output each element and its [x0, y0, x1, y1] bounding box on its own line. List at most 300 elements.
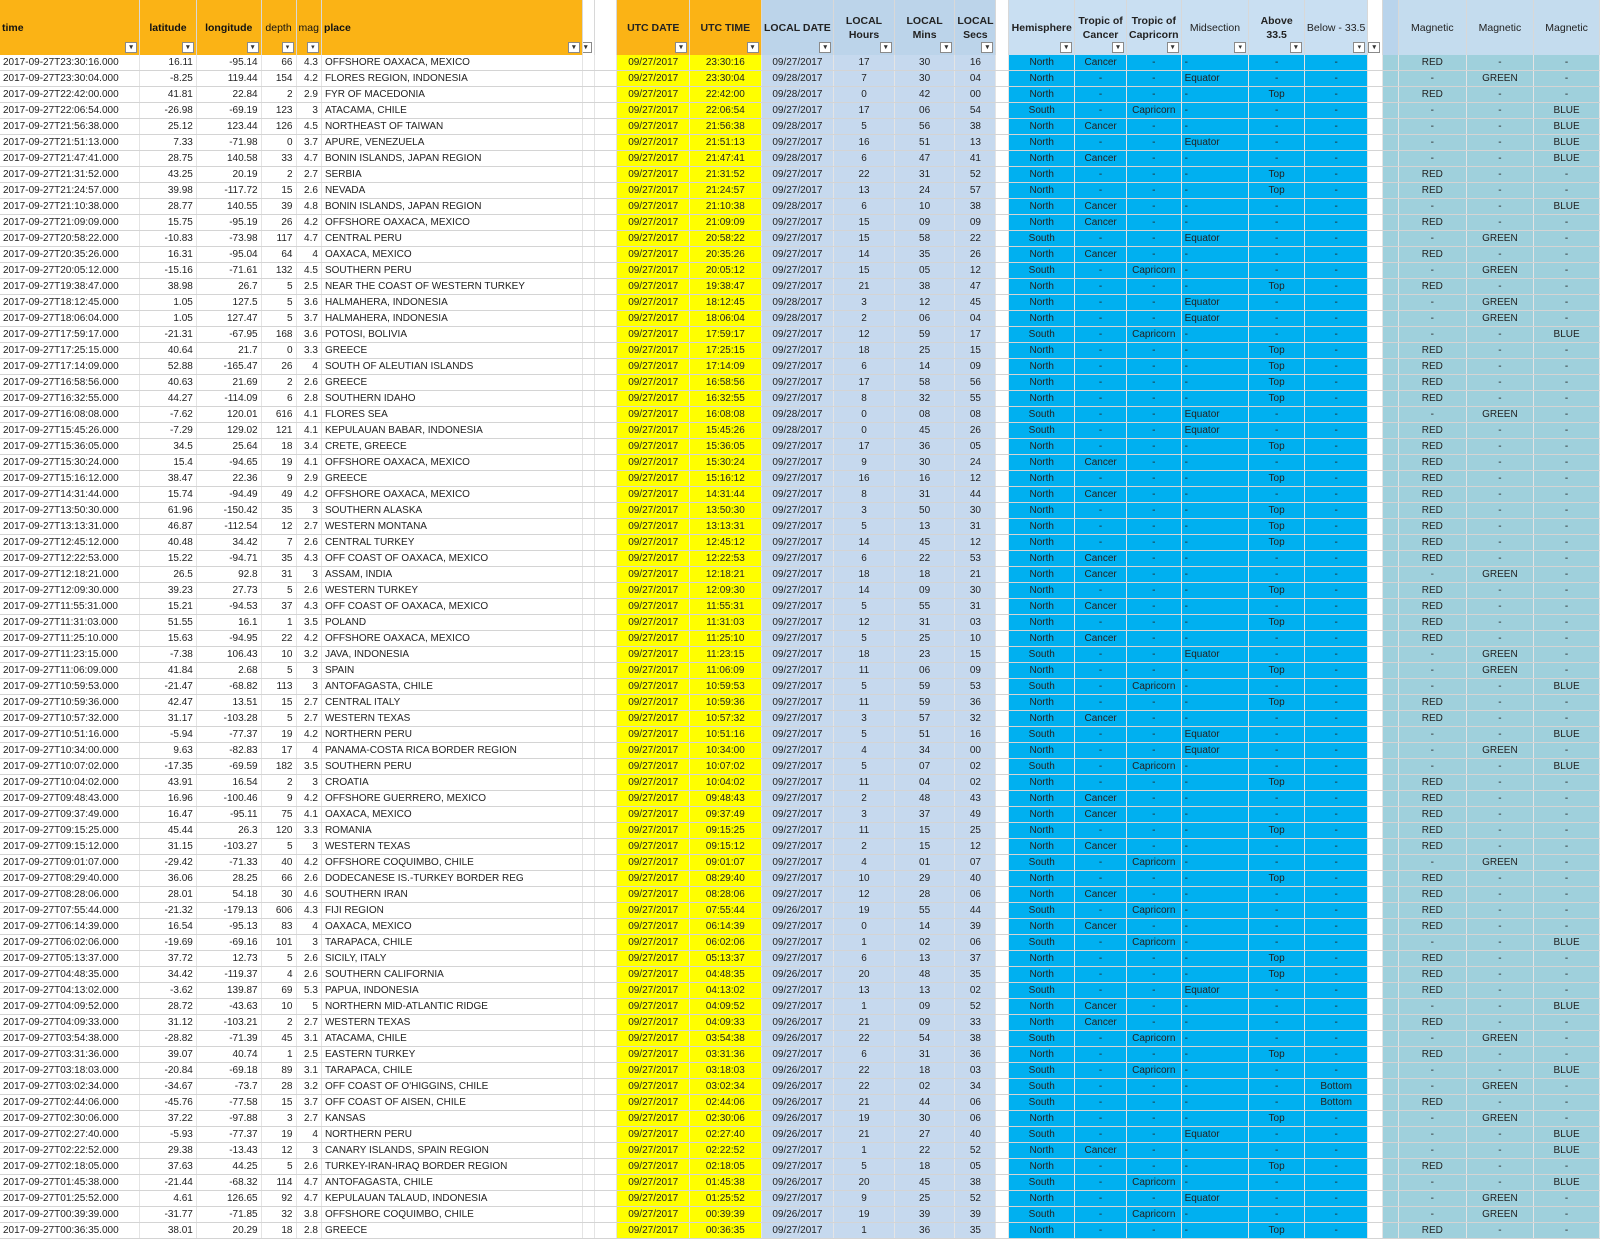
utc-time-cell[interactable]: 03:02:34: [690, 1079, 761, 1095]
magnetic-red-cell[interactable]: -: [1399, 103, 1467, 119]
gap-cell[interactable]: [594, 791, 617, 807]
hemisphere-cell[interactable]: South: [1009, 647, 1075, 663]
time-cell[interactable]: 2017-09-27T00:39:39.000: [0, 1207, 140, 1223]
hemisphere-cell[interactable]: North: [1009, 439, 1075, 455]
below-cell[interactable]: -: [1304, 439, 1367, 455]
gap-cell[interactable]: [1383, 167, 1399, 183]
place-cell[interactable]: OFFSHORE OAXACA, MEXICO: [321, 55, 582, 71]
local-secs-cell[interactable]: 12: [955, 839, 996, 855]
magnetic-blue-cell[interactable]: -: [1534, 183, 1600, 199]
longitude-cell[interactable]: -68.82: [196, 679, 261, 695]
magnetic-blue-cell[interactable]: BLUE: [1534, 759, 1600, 775]
latitude-cell[interactable]: 38.98: [140, 279, 197, 295]
gap-cell[interactable]: [1368, 439, 1383, 455]
magnetic-green-cell[interactable]: -: [1466, 199, 1534, 215]
below-cell[interactable]: -: [1304, 151, 1367, 167]
hemisphere-cell[interactable]: North: [1009, 1111, 1075, 1127]
above-cell[interactable]: -: [1249, 1143, 1305, 1159]
utc-time-cell[interactable]: 21:51:13: [690, 135, 761, 151]
depth-cell[interactable]: 101: [261, 935, 296, 951]
midsection-cell[interactable]: -: [1181, 215, 1249, 231]
magnetic-red-cell[interactable]: RED: [1399, 183, 1467, 199]
gap-cell[interactable]: [1368, 135, 1383, 151]
gap-cell[interactable]: [594, 855, 617, 871]
gap-cell[interactable]: [1368, 1095, 1383, 1111]
filter-dropdown-icon[interactable]: ▾: [747, 42, 759, 53]
above-cell[interactable]: -: [1249, 1095, 1305, 1111]
hemisphere-cell[interactable]: North: [1009, 871, 1075, 887]
magnetic-blue-cell[interactable]: BLUE: [1534, 1063, 1600, 1079]
magnetic-green-cell[interactable]: -: [1466, 551, 1534, 567]
gap-cell[interactable]: [996, 391, 1009, 407]
tropic-capricorn-cell[interactable]: -: [1126, 87, 1181, 103]
magnetic-green-cell[interactable]: -: [1466, 759, 1534, 775]
latitude-cell[interactable]: -5.94: [140, 727, 197, 743]
depth-cell[interactable]: 66: [261, 55, 296, 71]
tropic-cancer-cell[interactable]: -: [1075, 1079, 1127, 1095]
below-cell[interactable]: -: [1304, 1127, 1367, 1143]
gap-cell[interactable]: [582, 1031, 594, 1047]
time-cell[interactable]: 2017-09-27T02:18:05.000: [0, 1159, 140, 1175]
local-mins-cell[interactable]: 05: [894, 263, 955, 279]
above-cell[interactable]: -: [1249, 887, 1305, 903]
magnetic-red-cell[interactable]: RED: [1399, 951, 1467, 967]
gap-cell[interactable]: [1383, 679, 1399, 695]
latitude-cell[interactable]: 28.72: [140, 999, 197, 1015]
tropic-cancer-cell[interactable]: Cancer: [1075, 999, 1127, 1015]
below-cell[interactable]: -: [1304, 967, 1367, 983]
local-mins-cell[interactable]: 09: [894, 583, 955, 599]
time-cell[interactable]: 2017-09-27T11:31:03.000: [0, 615, 140, 631]
mag-cell[interactable]: 3.1: [296, 1031, 321, 1047]
magnetic-green-cell[interactable]: -: [1466, 599, 1534, 615]
local-date-cell[interactable]: 09/27/2017: [761, 439, 834, 455]
latitude-cell[interactable]: 25.12: [140, 119, 197, 135]
utc-time-cell[interactable]: 17:14:09: [690, 359, 761, 375]
filter-dropdown-icon[interactable]: ▾: [182, 42, 194, 53]
local-date-cell[interactable]: 09/27/2017: [761, 167, 834, 183]
gap-cell[interactable]: [1383, 663, 1399, 679]
place-cell[interactable]: PAPUA, INDONESIA: [321, 983, 582, 999]
mag-cell[interactable]: 3.5: [296, 615, 321, 631]
local-hours-cell[interactable]: 6: [834, 1047, 895, 1063]
gap-cell[interactable]: [582, 359, 594, 375]
latitude-cell[interactable]: -3.62: [140, 983, 197, 999]
utc-date-cell[interactable]: 09/27/2017: [617, 311, 690, 327]
gap-cell[interactable]: [582, 743, 594, 759]
magnetic-red-cell[interactable]: -: [1399, 1063, 1467, 1079]
tropic-cancer-cell[interactable]: -: [1075, 71, 1127, 87]
hemisphere-cell[interactable]: North: [1009, 343, 1075, 359]
hemisphere-cell[interactable]: North: [1009, 151, 1075, 167]
utc-time-cell[interactable]: 11:23:15: [690, 647, 761, 663]
depth-cell[interactable]: 2: [261, 87, 296, 103]
tropic-capricorn-cell[interactable]: -: [1126, 1079, 1181, 1095]
time-cell[interactable]: 2017-09-27T11:06:09.000: [0, 663, 140, 679]
local-date-cell[interactable]: 09/28/2017: [761, 311, 834, 327]
tropic-capricorn-cell[interactable]: -: [1126, 503, 1181, 519]
above-cell[interactable]: Top: [1249, 471, 1305, 487]
gap-cell[interactable]: [1368, 871, 1383, 887]
mag-cell[interactable]: 4.6: [296, 887, 321, 903]
utc-date-cell[interactable]: 09/27/2017: [617, 871, 690, 887]
local-date-cell[interactable]: 09/27/2017: [761, 263, 834, 279]
above-cell[interactable]: Top: [1249, 951, 1305, 967]
time-cell[interactable]: 2017-09-27T12:22:53.000: [0, 551, 140, 567]
local-date-cell[interactable]: 09/28/2017: [761, 407, 834, 423]
tropic-capricorn-cell[interactable]: -: [1126, 183, 1181, 199]
utc-date-cell[interactable]: 09/27/2017: [617, 103, 690, 119]
local-date-cell[interactable]: 09/27/2017: [761, 327, 834, 343]
below-cell[interactable]: -: [1304, 503, 1367, 519]
magnetic-green-cell[interactable]: -: [1466, 1143, 1534, 1159]
below-cell[interactable]: -: [1304, 87, 1367, 103]
utc-time-cell[interactable]: 23:30:04: [690, 71, 761, 87]
longitude-cell[interactable]: 27.73: [196, 583, 261, 599]
place-cell[interactable]: FYR OF MACEDONIA: [321, 87, 582, 103]
midsection-cell[interactable]: -: [1181, 119, 1249, 135]
below-cell[interactable]: -: [1304, 535, 1367, 551]
utc-date-cell[interactable]: 09/27/2017: [617, 71, 690, 87]
mag-cell[interactable]: 3.7: [296, 311, 321, 327]
midsection-cell[interactable]: -: [1181, 1159, 1249, 1175]
gap-cell[interactable]: [594, 1143, 617, 1159]
above-cell[interactable]: -: [1249, 407, 1305, 423]
local-date-cell[interactable]: 09/28/2017: [761, 151, 834, 167]
below-cell[interactable]: -: [1304, 1159, 1367, 1175]
above-cell[interactable]: Top: [1249, 823, 1305, 839]
gap-cell[interactable]: [996, 103, 1009, 119]
local-mins-cell[interactable]: 24: [894, 183, 955, 199]
gap-cell[interactable]: [594, 551, 617, 567]
magnetic-red-cell[interactable]: RED: [1399, 359, 1467, 375]
magnetic-red-cell[interactable]: -: [1399, 295, 1467, 311]
mag-cell[interactable]: 3: [296, 1143, 321, 1159]
hemisphere-cell[interactable]: South: [1009, 1031, 1075, 1047]
midsection-cell[interactable]: -: [1181, 151, 1249, 167]
hemisphere-cell[interactable]: North: [1009, 487, 1075, 503]
tropic-cancer-cell[interactable]: -: [1075, 279, 1127, 295]
magnetic-green-cell[interactable]: GREEN: [1466, 407, 1534, 423]
local-date-cell[interactable]: 09/26/2017: [761, 1207, 834, 1223]
gap-cell[interactable]: [1368, 471, 1383, 487]
hemisphere-cell[interactable]: North: [1009, 279, 1075, 295]
mag-cell[interactable]: 2.8: [296, 391, 321, 407]
latitude-cell[interactable]: 16.96: [140, 791, 197, 807]
depth-cell[interactable]: 123: [261, 103, 296, 119]
latitude-cell[interactable]: 43.91: [140, 775, 197, 791]
local-mins-cell[interactable]: 14: [894, 359, 955, 375]
depth-cell[interactable]: 37: [261, 599, 296, 615]
depth-cell[interactable]: 35: [261, 503, 296, 519]
gap-cell[interactable]: [582, 823, 594, 839]
local-date-cell[interactable]: 09/27/2017: [761, 55, 834, 71]
midsection-cell[interactable]: -: [1181, 1063, 1249, 1079]
local-mins-cell[interactable]: 25: [894, 343, 955, 359]
mag-cell[interactable]: 2.7: [296, 167, 321, 183]
gap-cell[interactable]: [594, 871, 617, 887]
midsection-cell[interactable]: -: [1181, 951, 1249, 967]
local-hours-cell[interactable]: 4: [834, 855, 895, 871]
time-cell[interactable]: 2017-09-27T12:45:12.000: [0, 535, 140, 551]
place-cell[interactable]: WESTERN TURKEY: [321, 583, 582, 599]
tropic-cancer-cell[interactable]: Cancer: [1075, 807, 1127, 823]
gap-cell[interactable]: [582, 1143, 594, 1159]
latitude-cell[interactable]: 31.12: [140, 1015, 197, 1031]
magnetic-red-cell[interactable]: RED: [1399, 583, 1467, 599]
gap-cell[interactable]: [1383, 439, 1399, 455]
gap-cell[interactable]: [996, 791, 1009, 807]
magnetic-blue-cell[interactable]: -: [1534, 1111, 1600, 1127]
tropic-capricorn-cell[interactable]: -: [1126, 375, 1181, 391]
tropic-cancer-cell[interactable]: -: [1075, 1047, 1127, 1063]
place-cell[interactable]: OFFSHORE OAXACA, MEXICO: [321, 631, 582, 647]
gap-cell[interactable]: [582, 55, 594, 71]
gap-cell[interactable]: [594, 711, 617, 727]
hemisphere-cell[interactable]: North: [1009, 247, 1075, 263]
place-cell[interactable]: OFF COAST OF OAXACA, MEXICO: [321, 551, 582, 567]
latitude-cell[interactable]: -45.76: [140, 1095, 197, 1111]
magnetic-red-cell[interactable]: RED: [1399, 167, 1467, 183]
gap-cell[interactable]: [1368, 1207, 1383, 1223]
below-cell[interactable]: -: [1304, 1047, 1367, 1063]
magnetic-red-cell[interactable]: RED: [1399, 967, 1467, 983]
midsection-cell[interactable]: -: [1181, 519, 1249, 535]
magnetic-blue-cell[interactable]: -: [1534, 471, 1600, 487]
gap-cell[interactable]: [1383, 935, 1399, 951]
magnetic-green-cell[interactable]: -: [1466, 903, 1534, 919]
tropic-capricorn-cell[interactable]: -: [1126, 1223, 1181, 1239]
magnetic-green-cell[interactable]: GREEN: [1466, 1111, 1534, 1127]
time-cell[interactable]: 2017-09-27T15:16:12.000: [0, 471, 140, 487]
time-cell[interactable]: 2017-09-27T10:34:00.000: [0, 743, 140, 759]
tropic-capricorn-cell[interactable]: -: [1126, 167, 1181, 183]
magnetic-blue-cell[interactable]: -: [1534, 359, 1600, 375]
local-secs-cell[interactable]: 02: [955, 983, 996, 999]
local-mins-cell[interactable]: 09: [894, 1015, 955, 1031]
magnetic-red-cell[interactable]: RED: [1399, 519, 1467, 535]
latitude-cell[interactable]: -5.93: [140, 1127, 197, 1143]
local-hours-cell[interactable]: 21: [834, 1127, 895, 1143]
local-secs-cell[interactable]: 32: [955, 711, 996, 727]
magnetic-blue-cell[interactable]: -: [1534, 951, 1600, 967]
below-cell[interactable]: -: [1304, 999, 1367, 1015]
time-cell[interactable]: 2017-09-27T02:27:40.000: [0, 1127, 140, 1143]
above-cell[interactable]: Top: [1249, 503, 1305, 519]
utc-time-cell[interactable]: 03:18:03: [690, 1063, 761, 1079]
gap-cell[interactable]: [996, 263, 1009, 279]
longitude-cell[interactable]: 129.02: [196, 423, 261, 439]
magnetic-red-cell[interactable]: -: [1399, 1207, 1467, 1223]
tropic-cancer-cell[interactable]: Cancer: [1075, 119, 1127, 135]
hemisphere-cell[interactable]: North: [1009, 999, 1075, 1015]
local-secs-cell[interactable]: 38: [955, 1175, 996, 1191]
hemisphere-cell[interactable]: North: [1009, 839, 1075, 855]
local-hours-cell[interactable]: 0: [834, 407, 895, 423]
tropic-capricorn-cell[interactable]: -: [1126, 1143, 1181, 1159]
below-cell[interactable]: -: [1304, 167, 1367, 183]
local-secs-cell[interactable]: 38: [955, 199, 996, 215]
local-hours-cell[interactable]: 5: [834, 759, 895, 775]
local-date-cell[interactable]: 09/26/2017: [761, 1031, 834, 1047]
local-secs-cell[interactable]: 47: [955, 279, 996, 295]
above-cell[interactable]: -: [1249, 903, 1305, 919]
depth-cell[interactable]: 7: [261, 535, 296, 551]
mag-cell[interactable]: 4.2: [296, 791, 321, 807]
time-cell[interactable]: 2017-09-27T02:44:06.000: [0, 1095, 140, 1111]
magnetic-green-cell[interactable]: GREEN: [1466, 743, 1534, 759]
below-cell[interactable]: -: [1304, 55, 1367, 71]
magnetic-green-cell[interactable]: -: [1466, 679, 1534, 695]
gap-cell[interactable]: [582, 439, 594, 455]
local-mins-cell[interactable]: 18: [894, 567, 955, 583]
local-mins-cell[interactable]: 42: [894, 87, 955, 103]
local-date-cell[interactable]: 09/27/2017: [761, 935, 834, 951]
latitude-cell[interactable]: 4.61: [140, 1191, 197, 1207]
utc-time-cell[interactable]: 17:59:17: [690, 327, 761, 343]
utc-date-cell[interactable]: 09/27/2017: [617, 935, 690, 951]
utc-date-cell[interactable]: 09/27/2017: [617, 87, 690, 103]
hemisphere-cell[interactable]: South: [1009, 935, 1075, 951]
gap-cell[interactable]: [594, 1015, 617, 1031]
place-cell[interactable]: SOUTHERN ALASKA: [321, 503, 582, 519]
magnetic-red-cell[interactable]: RED: [1399, 247, 1467, 263]
gap-cell[interactable]: [582, 279, 594, 295]
gap-cell[interactable]: [594, 631, 617, 647]
magnetic-green-cell[interactable]: -: [1466, 183, 1534, 199]
depth-cell[interactable]: 26: [261, 215, 296, 231]
depth-cell[interactable]: 9: [261, 791, 296, 807]
local-hours-cell[interactable]: 17: [834, 55, 895, 71]
local-mins-cell[interactable]: 55: [894, 599, 955, 615]
magnetic-green-cell[interactable]: -: [1466, 1015, 1534, 1031]
magnetic-green-cell[interactable]: -: [1466, 807, 1534, 823]
gap-cell[interactable]: [1368, 1063, 1383, 1079]
magnetic-blue-cell[interactable]: -: [1534, 663, 1600, 679]
magnetic-green-cell[interactable]: GREEN: [1466, 567, 1534, 583]
gap-cell[interactable]: [582, 1095, 594, 1111]
tropic-cancer-cell[interactable]: -: [1075, 1191, 1127, 1207]
local-hours-cell[interactable]: 19: [834, 1111, 895, 1127]
time-cell[interactable]: 2017-09-27T17:25:15.000: [0, 343, 140, 359]
local-secs-cell[interactable]: 05: [955, 1159, 996, 1175]
midsection-cell[interactable]: -: [1181, 1175, 1249, 1191]
gap-cell[interactable]: [582, 327, 594, 343]
gap-cell[interactable]: [594, 1159, 617, 1175]
magnetic-blue-cell[interactable]: BLUE: [1534, 327, 1600, 343]
below-cell[interactable]: -: [1304, 71, 1367, 87]
latitude-cell[interactable]: -31.77: [140, 1207, 197, 1223]
latitude-cell[interactable]: 26.5: [140, 567, 197, 583]
tropic-capricorn-cell[interactable]: -: [1126, 1095, 1181, 1111]
utc-date-cell[interactable]: 09/27/2017: [617, 199, 690, 215]
gap-cell[interactable]: [1383, 1207, 1399, 1223]
filter-dropdown-icon[interactable]: ▾: [582, 42, 591, 53]
longitude-cell[interactable]: -71.85: [196, 1207, 261, 1223]
tropic-cancer-cell[interactable]: -: [1075, 375, 1127, 391]
utc-time-cell[interactable]: 12:18:21: [690, 567, 761, 583]
hemisphere-cell[interactable]: South: [1009, 1079, 1075, 1095]
magnetic-green-cell[interactable]: GREEN: [1466, 295, 1534, 311]
longitude-cell[interactable]: 106.43: [196, 647, 261, 663]
place-cell[interactable]: OFFSHORE OAXACA, MEXICO: [321, 455, 582, 471]
gap-cell[interactable]: [1368, 967, 1383, 983]
local-mins-cell[interactable]: 48: [894, 791, 955, 807]
magnetic-red-cell[interactable]: RED: [1399, 1223, 1467, 1239]
utc-date-cell[interactable]: 09/27/2017: [617, 695, 690, 711]
gap-cell[interactable]: [1368, 551, 1383, 567]
below-cell[interactable]: -: [1304, 695, 1367, 711]
above-cell[interactable]: -: [1249, 119, 1305, 135]
above-cell[interactable]: Top: [1249, 871, 1305, 887]
below-cell[interactable]: -: [1304, 903, 1367, 919]
utc-date-cell[interactable]: 09/27/2017: [617, 727, 690, 743]
magnetic-red-cell[interactable]: -: [1399, 759, 1467, 775]
magnetic-red-cell[interactable]: -: [1399, 727, 1467, 743]
time-cell[interactable]: 2017-09-27T15:30:24.000: [0, 455, 140, 471]
longitude-cell[interactable]: -77.37: [196, 727, 261, 743]
midsection-cell[interactable]: -: [1181, 1143, 1249, 1159]
place-cell[interactable]: WESTERN TEXAS: [321, 839, 582, 855]
utc-time-cell[interactable]: 16:58:56: [690, 375, 761, 391]
longitude-cell[interactable]: -69.18: [196, 1063, 261, 1079]
gap-cell[interactable]: [996, 727, 1009, 743]
place-cell[interactable]: WESTERN TEXAS: [321, 1015, 582, 1031]
hemisphere-cell[interactable]: North: [1009, 135, 1075, 151]
above-cell[interactable]: -: [1249, 759, 1305, 775]
gap-cell[interactable]: [582, 583, 594, 599]
depth-cell[interactable]: 17: [261, 743, 296, 759]
latitude-cell[interactable]: 1.05: [140, 311, 197, 327]
gap-cell[interactable]: [1383, 983, 1399, 999]
gap-cell[interactable]: [1368, 839, 1383, 855]
tropic-cancer-cell[interactable]: -: [1075, 727, 1127, 743]
tropic-cancer-cell[interactable]: Cancer: [1075, 839, 1127, 855]
mag-cell[interactable]: 4.3: [296, 551, 321, 567]
below-cell[interactable]: -: [1304, 887, 1367, 903]
place-cell[interactable]: POTOSI, BOLIVIA: [321, 327, 582, 343]
utc-date-cell[interactable]: 09/27/2017: [617, 823, 690, 839]
time-cell[interactable]: 2017-09-27T02:22:52.000: [0, 1143, 140, 1159]
latitude-cell[interactable]: 37.63: [140, 1159, 197, 1175]
depth-cell[interactable]: 168: [261, 327, 296, 343]
above-cell[interactable]: Top: [1249, 695, 1305, 711]
local-secs-cell[interactable]: 26: [955, 423, 996, 439]
magnetic-green-cell[interactable]: -: [1466, 279, 1534, 295]
magnetic-green-cell[interactable]: -: [1466, 1047, 1534, 1063]
magnetic-red-cell[interactable]: -: [1399, 263, 1467, 279]
local-hours-cell[interactable]: 22: [834, 167, 895, 183]
local-secs-cell[interactable]: 12: [955, 263, 996, 279]
local-mins-cell[interactable]: 31: [894, 167, 955, 183]
gap-cell[interactable]: [594, 1175, 617, 1191]
longitude-cell[interactable]: 12.73: [196, 951, 261, 967]
latitude-cell[interactable]: 37.22: [140, 1111, 197, 1127]
hemisphere-cell[interactable]: North: [1009, 119, 1075, 135]
magnetic-green-cell[interactable]: GREEN: [1466, 1207, 1534, 1223]
latitude-cell[interactable]: 38.01: [140, 1223, 197, 1239]
gap-cell[interactable]: [996, 167, 1009, 183]
gap-cell[interactable]: [582, 951, 594, 967]
local-date-cell[interactable]: 09/27/2017: [761, 663, 834, 679]
magnetic-blue-cell[interactable]: -: [1534, 695, 1600, 711]
filter-dropdown-icon[interactable]: ▾: [1167, 42, 1179, 53]
magnetic-green-cell[interactable]: -: [1466, 455, 1534, 471]
midsection-cell[interactable]: Equator: [1181, 743, 1249, 759]
depth-cell[interactable]: 132: [261, 263, 296, 279]
below-cell[interactable]: -: [1304, 1111, 1367, 1127]
gap-cell[interactable]: [1383, 599, 1399, 615]
